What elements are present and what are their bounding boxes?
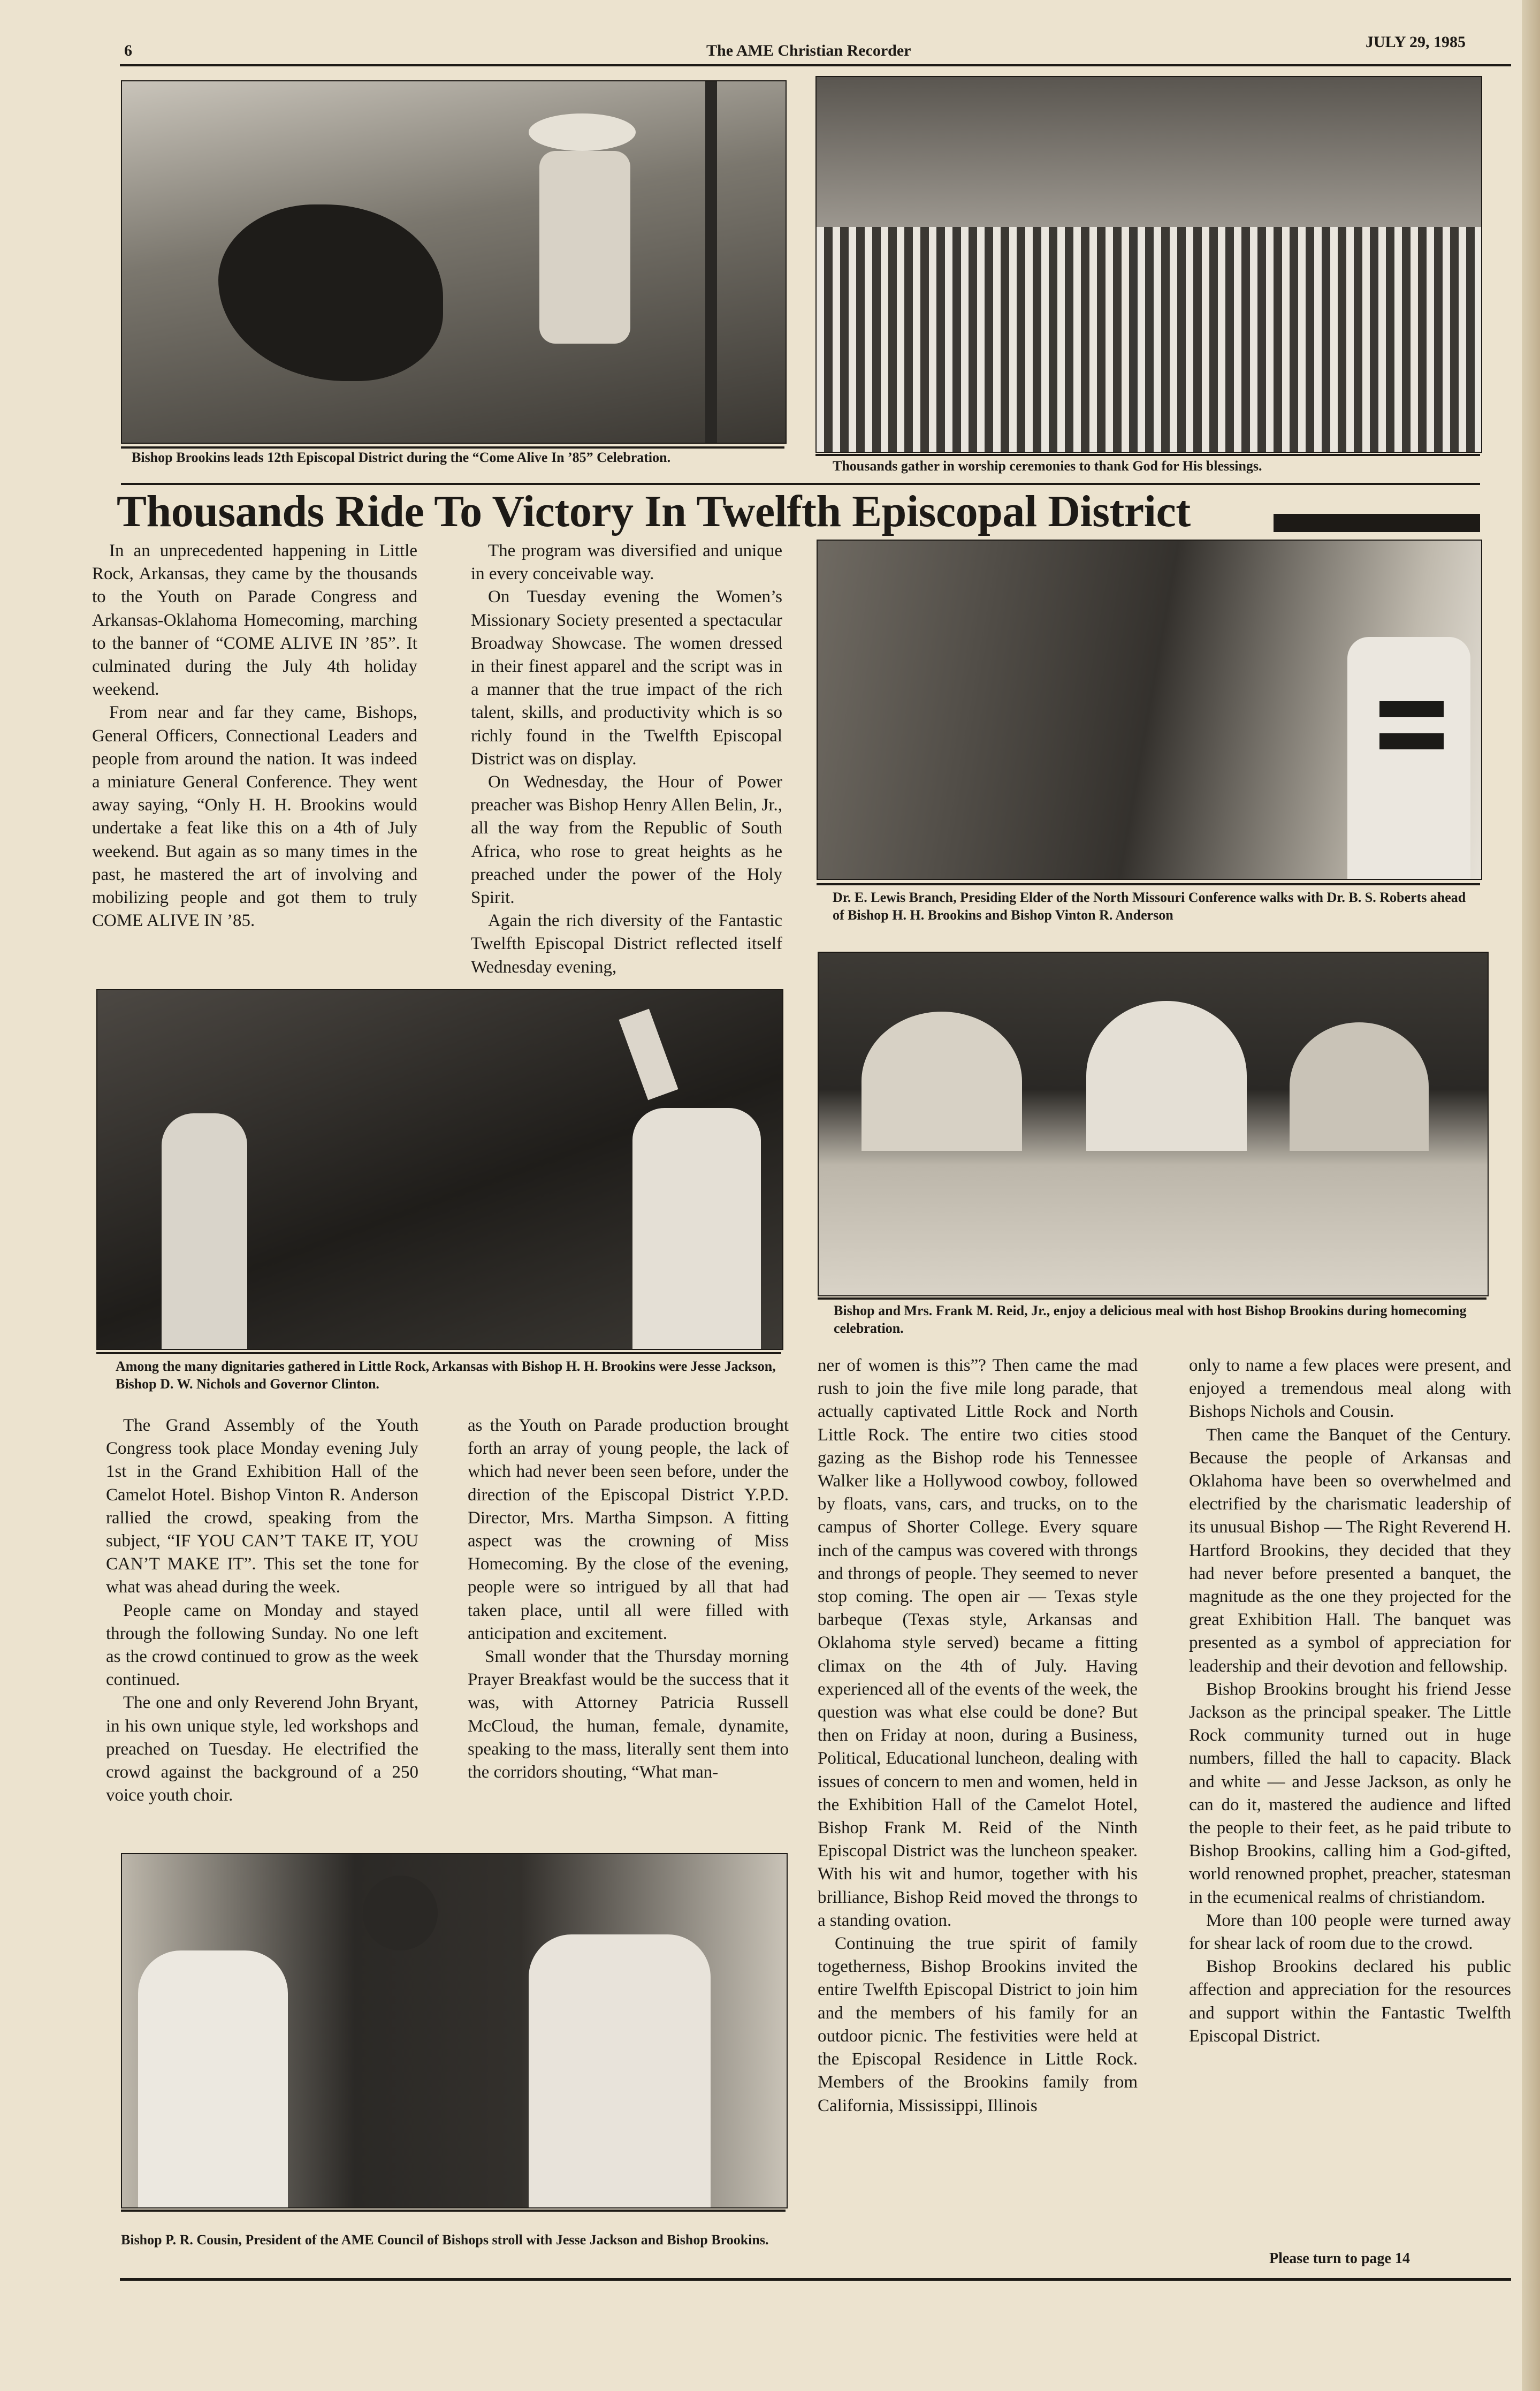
paragraph: On Tuesday evening the Women’s Missionary Society presented a spectacular Broadway Showcase. The women dressed in their finest apparel and the script was in a manner that the true impact of the rich talent, skills, and productivity which is so richly found in the Twelfth Episcopal District was on display. xyxy=(471,587,782,769)
article-column-3 xyxy=(818,1354,1138,2117)
paragraph: ner of women is this”? Then came the mad rush to join the five mile long parade, that actually captivated Little Rock and North Little Rock. The entire two cities stood gazing as the Bishop rode his Tennessee Walker like a Hollywood cowboy, followed by floats, vans, cars, and trucks, on to the campus of Shorter College. Every square inch of the campus was covered with throngs and throngs of people. They seemed to never stop coming. The open air — Texas style barbeque (Texas style, Arkansas and Oklahoma style served) became a fitting climax on the 4th of July. Having experienced all of the events of the week, the question was what else could be done? But then on Friday at noon, during a Business, Political, Educational luncheon, dealing with issues of concern to men and women, held in the Exhibition Hall of the Camelot Hotel, Bishop Frank M. Reid of the Ninth Episcopal District was the luncheon speaker. With his wit and humor, together with his brilliance, Bishop Reid moved the throngs to a standing ovation. xyxy=(818,1356,1138,1930)
photo-bishop-on-horse xyxy=(121,80,787,444)
photo-meal xyxy=(818,952,1489,1296)
photo-bishops-stroll xyxy=(121,1853,788,2208)
article-column-2-top xyxy=(471,540,782,979)
masthead-rule xyxy=(120,64,1511,66)
page-number: 6 xyxy=(124,42,132,59)
paper-edge xyxy=(1522,0,1540,2391)
caption-rule xyxy=(96,1352,781,1354)
photo-procession xyxy=(817,540,1482,880)
paragraph: only to name a few places were present, and enjoyed a tremendous meal along with Bishops Nichols and Cousin. xyxy=(1189,1356,1511,1422)
caption-horse: Bishop Brookins leads 12th Episcopal District during the “Come Alive In ’85” Celebration. xyxy=(132,450,671,465)
article-column-1-bottom xyxy=(106,1414,418,1807)
paragraph: The Grand Assembly of the Youth Congress took place Monday evening July 1st in the Grand Exhibition Hall of the Camelot Hotel. Bishop Vinton R. Anderson rallied the crowd, speaking from the subject, “IF YOU CAN’T TAKE IT, YOU CAN’T MAKE IT”. This set the tone for what was ahead during the week. xyxy=(106,1416,418,1597)
caption-rule xyxy=(815,454,1480,456)
photo-worship-crowd xyxy=(815,76,1482,453)
caption-procession: Dr. E. Lewis Branch, Presiding Elder of the North Missouri Conference walks with Dr. B. S. Roberts ahead of Bishop H. H. Brookins and Bishop Vinton R. Anderson xyxy=(833,890,1466,923)
paragraph: Small wonder that the Thursday morning Prayer Breakfast would be the success that it was, with Attorney Patricia Russell McCloud, the human, female, dynamite, speaking to the mass, literally sent them into the corridors shouting, “What man- xyxy=(468,1647,789,1782)
paragraph: Again the rich diversity of the Fantastic Twelfth Episcopal District reflected itself Wednesday evening, xyxy=(471,911,782,977)
paper-name: The AME Christian Recorder xyxy=(706,42,911,59)
article-column-1-top xyxy=(92,540,417,932)
caption-crowd: Thousands gather in worship ceremonies to thank God for His blessings. xyxy=(833,458,1262,474)
paragraph: The program was diversified and unique in every conceivable way. xyxy=(471,541,782,584)
paragraph: People came on Monday and stayed through the following Sunday. No one left as the crowd continued to grow as the week continued. xyxy=(106,1600,418,1690)
caption-stroll: Bishop P. R. Cousin, President of the AME Council of Bishops stroll with Jesse Jackson and Bishop Brookins. xyxy=(121,2232,769,2248)
caption-rule xyxy=(818,1297,1486,1300)
caption-meal: Bishop and Mrs. Frank M. Reid, Jr., enjoy a delicious meal with host Bishop Brookins during homecoming celebration. xyxy=(834,1303,1467,1336)
paragraph: as the Youth on Parade production brought forth an array of young people, the lack of which had never been seen before, under the direction of the Episcopal District Y.P.D. Director, Mrs. Martha Simpson. A fitting aspect was the crowning of Miss Homecoming. By the close of the evening, people were so intrigued by all that had taken place, until all were filled with anticipation and excitement. xyxy=(468,1416,789,1643)
article-column-2-bottom xyxy=(468,1414,789,1784)
paragraph: On Wednesday, the Hour of Power preacher was Bishop Henry Allen Belin, Jr., all the way from the Republic of South Africa, who rose to great heights as he preached under the power of the Holy Spirit. xyxy=(471,772,782,908)
caption-rule xyxy=(121,2210,786,2212)
headline-rule xyxy=(121,483,1480,485)
paragraph: Then came the Banquet of the Century. Because the people of Arkansas and Oklahoma have been so overwhelmed and electrified by the charismatic leadership of its unusual Bishop — The Right Reverend H. Hartford Brookins, they decided that they had never before presented a banquet, the magnitude as the one they projected for the great Exhibition Hall. The banquet was presented as a symbol of appreciation for leadership and their devotion and fellowship. xyxy=(1189,1425,1511,1676)
headline: Thousands Ride To Victory In Twelfth Episcopal District xyxy=(117,487,1191,536)
paragraph: More than 100 people were turned away for shear lack of room due to the crowd. xyxy=(1189,1910,1511,1954)
photo-dignitaries xyxy=(96,989,783,1350)
caption-rule xyxy=(817,883,1480,885)
paragraph: In an unprecedented happening in Little Rock, Arkansas, they came by the thousands to the Youth on Parade Congress and Arkansas-Oklahoma Homecoming, marching to the banner of “COME ALIVE IN ’85”. It culminated during the July 4th holiday weekend. xyxy=(92,541,417,700)
bottom-rule xyxy=(120,2278,1511,2281)
paragraph: From near and far they came, Bishops, General Officers, Connectional Leaders and people from around the nation. It was indeed a miniature General Conference. They went away saying, “Only H. H. Brookins would undertake a feat like this on a 4th of July weekend. But again as so many times in the past, he mastered the art of involving and mobilizing people and got them to truly COME ALIVE IN ’85. xyxy=(92,703,417,931)
paragraph: Bishop Brookins brought his friend Jesse Jackson as the principal speaker. The Little Rock community turned out in huge numbers, filled the hall to capacity. Black and white — and Jesse Jackson, as only he can do it, mastered the audience and lifted the people to their feet, as he paid tribute to Bishop Brookins, calling him a God-gifted, world renowned prophet, preacher, statesman in the ecumenical realms of christiandom. xyxy=(1189,1679,1511,1907)
paragraph: The one and only Reverend John Bryant, in his own unique style, led workshops and preached on Tuesday. He electrified the crowd against the background of a 250 voice youth choir. xyxy=(106,1693,418,1805)
continued-note: Please turn to page 14 xyxy=(1269,2250,1410,2267)
paragraph: Continuing the true spirit of family togetherness, Bishop Brookins invited the entire Twelfth Episcopal District to join him and the members of his family for an outdoor picnic. The festivities were held at the Episcopal Residence in Little Rock. Members of the Brookins family from California, Mississippi, Illinois xyxy=(818,1934,1138,2115)
caption-dignitaries: Among the many dignitaries gathered in Little Rock, Arkansas with Bishop H. H. Brookins were Jesse Jackson, Bishop D. W. Nichols and Governor Clinton. xyxy=(116,1358,776,1392)
issue-date: JULY 29, 1985 xyxy=(1366,33,1466,51)
paragraph: Bishop Brookins declared his public affection and appreciation for the resources and support within the Fantastic Twelfth Episcopal District. xyxy=(1189,1957,1511,2046)
headline-bar xyxy=(1274,514,1480,532)
article-column-4 xyxy=(1189,1354,1511,2048)
